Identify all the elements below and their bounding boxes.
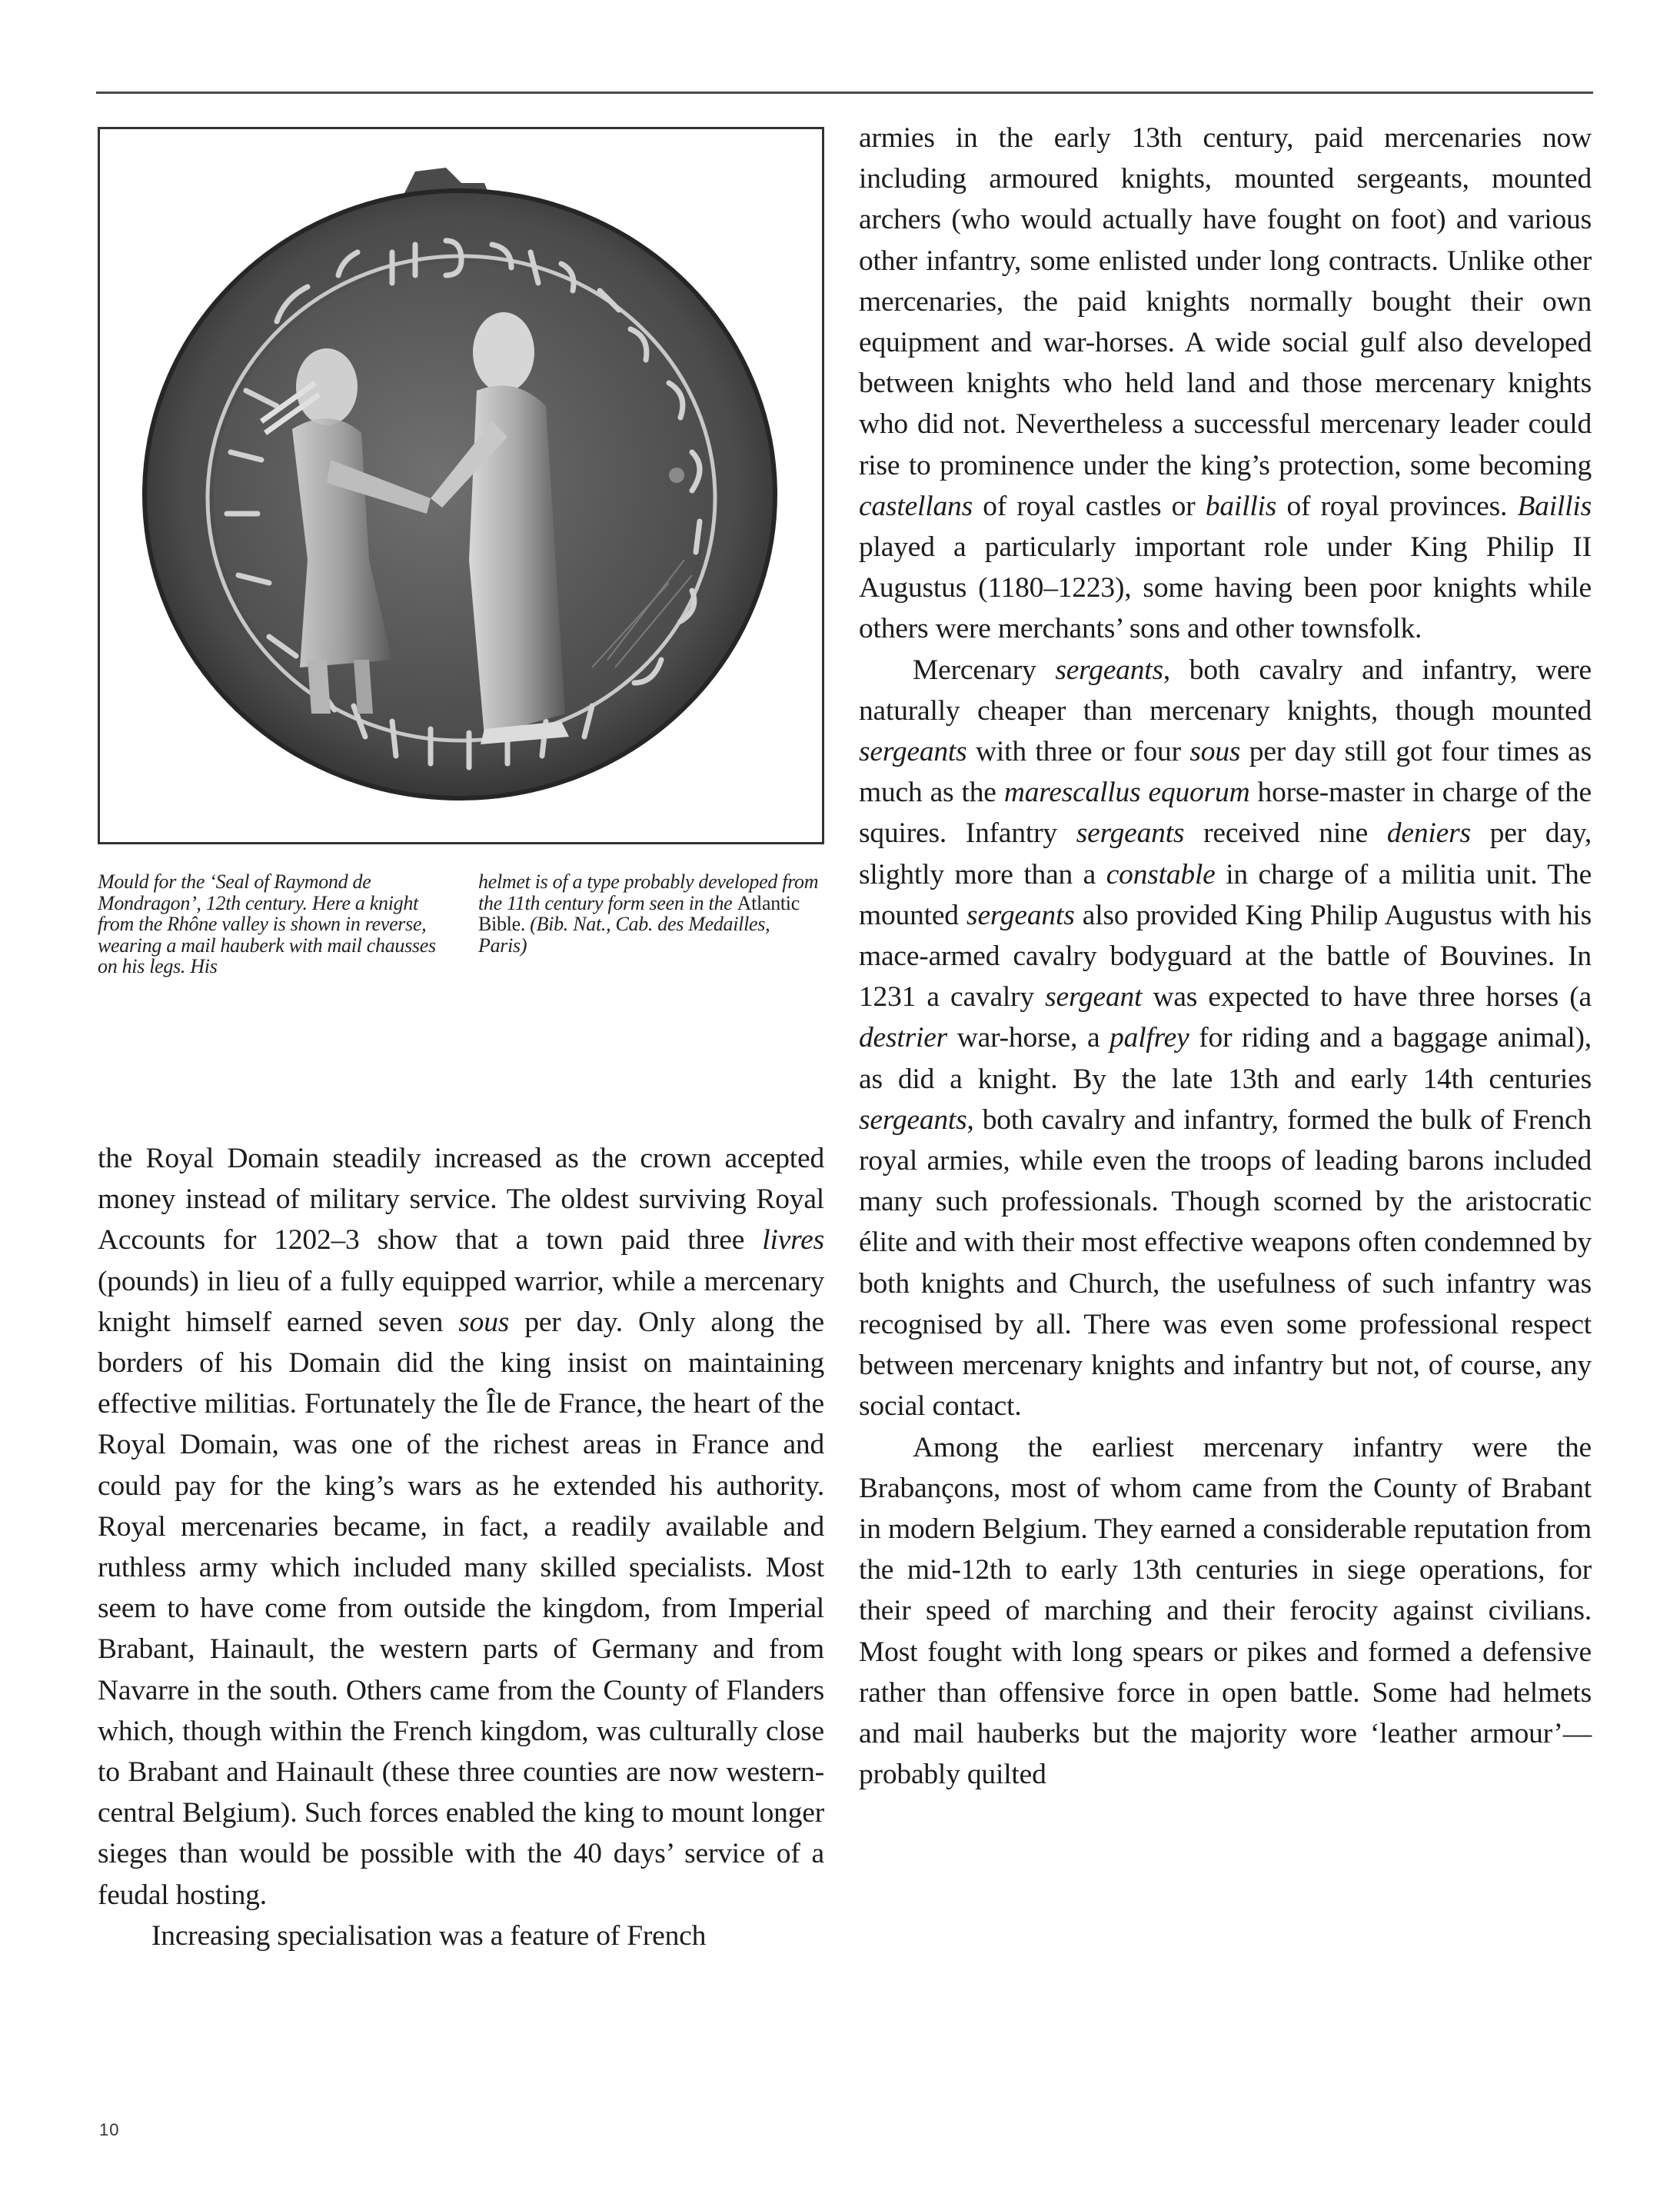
text-run: Increasing specialisation was a feature of French [151,1919,707,1952]
italic-term: deniers [1386,817,1471,850]
italic-term: sergeant [1045,981,1143,1014]
italic-term: palfrey [1109,1022,1189,1054]
text-run: played a particularly important role under King Philip II Augustus (1180–1223), some having been poor knights while others were merchants’ sons and other townsfolk. [859,531,1592,645]
top-rule [96,92,1593,94]
italic-term: destrier [859,1022,948,1054]
italic-term: sergeants [859,1104,967,1136]
text-run: per day, slightly more than a [859,817,1592,890]
italic-term: sergeants [1055,654,1163,686]
seal-photograph-icon [100,129,822,842]
italic-term: Baillis [1517,490,1592,522]
text-run: received nine [1184,817,1387,850]
text-run: armies in the early 13th century, paid mercenaries now including armoured knights, mounted sergeants, mounted archers (who would actually have fought on foot) and various other infantry, some enlisted under long contracts. Unlike other mercenaries, the paid knights normally bought their own equipment and war-horses. A wide social gulf also developed between knights who held land and those mercenary knights who did not. Nevertheless a successful mercenary leader could rise to prominence under the king’s protection, some becoming [859,122,1592,481]
body-column-left [98,1138,824,1956]
caption-column-2 [478,871,820,977]
page-number: 10 [99,2120,120,2139]
text-run: (pounds) in lieu of a fully equipped warrior, while a mercenary knight himself earned seven [98,1265,824,1338]
caption-column-1 [98,871,440,977]
paragraph [98,1916,824,1956]
italic-term: sergeants [1076,817,1185,850]
body-column-right [859,118,1592,1795]
figure-seal-photo [98,127,824,844]
italic-term: sous [1189,736,1241,768]
italic-term: livres [762,1224,824,1257]
italic-term: marescallus equorum [1003,777,1250,809]
italic-term: castellans [859,490,973,522]
paragraph [859,118,1592,650]
caption-text: Atlantic Bible. [478,891,800,935]
caption-text: helmet is of a type probably developed from the 11th century form seen in the [478,870,819,914]
italic-term: sous [458,1306,510,1338]
text-run: of royal provinces. [1276,490,1518,522]
paragraph [859,1427,1592,1796]
caption-text: (Bib. Nat., Cab. des Medailles, Paris) [478,913,770,957]
caption-text: Mould for the ‘Seal of Raymond de Mondragon’, 12th century. Here a knight from the Rhône valley is shown in reverse, wearing a mail hauberk with mail chausses on his legs. His [98,870,436,977]
text-run: Among the earliest mercenary infantry were the Brabançons, most of whom came from the County of Brabant in modern Belgium. They earned a considerable reputation from the mid-12th to early 13th centuries in siege operations, for their speed of marching and their ferocity against civilians. Most fought with long spears or pikes and formed a defensive rather than offensive force in open battle. Some had helmets and mail hauberks but the majority wore ‘leather armour’—probably quilted [859,1431,1592,1791]
text-run: for riding and a baggage animal), as did a knight. By the late 13th and early 14th centuries [859,1022,1592,1095]
text-run: with three or four [966,736,1190,768]
text-run: , both cavalry and infantry, were naturally cheaper than mercenary knights, though mounted [859,654,1592,727]
text-run: war-horse, a [947,1022,1110,1054]
text-run: per day still got four times as much as the [859,736,1592,809]
text-run: , both cavalry and infantry, formed the bulk of French royal armies, while even the troops of leading barons included many such professionals. Though scorned by the aristocratic élite and with their most effective weapons often condemned by both knights and Church, the usefulness of such infantry was recognised by all. There was even some professional respect between mercenary knights and infantry but not, of course, any social contact. [859,1104,1592,1423]
text-run: in charge of a militia unit. The mounted [859,858,1592,931]
text-run: the Royal Domain steadily increased as the crown accepted money instead of military service. The oldest surviving Royal Accounts for 1202–3 show that a town paid three [98,1143,824,1257]
paragraph [98,1138,824,1916]
paragraph [859,650,1592,1427]
figure-caption [98,871,824,977]
text-run: of royal castles or [972,490,1206,522]
italic-term: baillis [1205,490,1277,522]
text-run: per day. Only along the borders of his Domain did the king insist on maintaining effective militias. Fortunately the Île de France, the heart of the Royal Domain, was one of the richest areas in France and could pay for the king’s wars as he extended his authority. Royal mercenaries became, in fact, a readily available and ruthless army which included many skilled specialists. Most seem to have come from outside the kingdom, from Imperial Brabant, Hainault, the western parts of Germany and from Navarre in the south. Others came from the County of Flanders which, though within the French kingdom, was culturally close to Brabant and Hainault (these three counties are now western-central Belgium). Such forces enabled the king to mount longer sieges than would be possible with the 40 days’ service of a feudal hosting. [98,1306,824,1911]
text-run: Mercenary [913,654,1056,686]
text-run: horse-master in charge of the squires. Infantry [859,777,1592,850]
text-run: also provided King Philip Augustus with his mace-armed cavalry bodyguard at the battle of Bouvines. In 1231 a cavalry [859,899,1592,1014]
italic-term: sergeants [966,899,1075,931]
italic-term: sergeants [859,736,967,768]
text-run: was expected to have three horses (a [1142,981,1592,1014]
italic-term: constable [1106,858,1216,890]
